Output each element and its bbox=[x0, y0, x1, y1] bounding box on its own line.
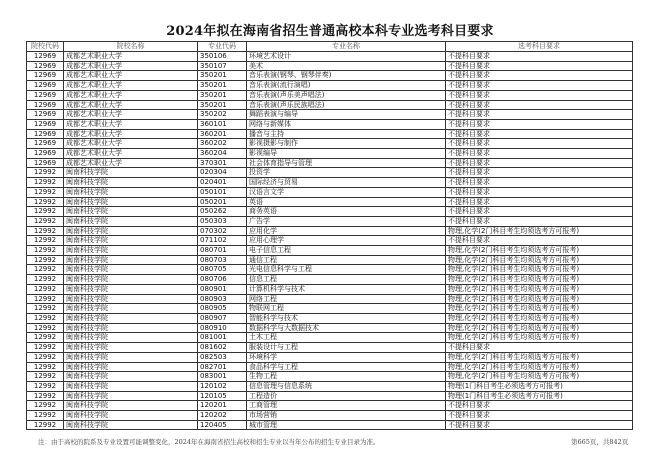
cell-subject-requirement: 不提科目要求 bbox=[446, 71, 633, 81]
cell-school-name: 闽南科技学院 bbox=[64, 226, 198, 236]
cell-school-name: 成都艺术职业大学 bbox=[64, 90, 198, 100]
cell-major-code: 120405 bbox=[198, 420, 247, 430]
cell-school-code: 12992 bbox=[27, 420, 64, 430]
cell-school-code: 12969 bbox=[27, 158, 64, 168]
cell-major-code: 080903 bbox=[198, 294, 247, 304]
cell-major-code: 070302 bbox=[198, 226, 247, 236]
cell-major-code: 350201 bbox=[198, 81, 247, 91]
cell-school-name: 成都艺术职业大学 bbox=[64, 158, 198, 168]
cell-major-code: 020401 bbox=[198, 178, 247, 188]
cell-subject-requirement: 物理(1门科目考生必须选考方可报考) bbox=[446, 381, 633, 391]
cell-subject-requirement: 物理(1门科目考生必须选考方可报考) bbox=[446, 391, 633, 401]
cell-school-code: 12992 bbox=[27, 197, 64, 207]
cell-major-code: 080907 bbox=[198, 313, 247, 323]
cell-subject-requirement: 物理,化学(2门科目考生均须选考方可报考) bbox=[446, 246, 633, 256]
cell-school-code: 12992 bbox=[27, 168, 64, 178]
cell-subject-requirement: 不提科目要求 bbox=[446, 420, 633, 430]
cell-school-name: 成都艺术职业大学 bbox=[64, 100, 198, 110]
cell-subject-requirement: 不提科目要求 bbox=[446, 168, 633, 178]
cell-school-name: 闽南科技学院 bbox=[64, 168, 198, 178]
cell-major-code: 080905 bbox=[198, 304, 247, 314]
table-row bbox=[27, 362, 633, 372]
cell-subject-requirement: 不提科目要求 bbox=[446, 216, 633, 226]
cell-major-name: 应用化学 bbox=[247, 226, 446, 236]
cell-school-name: 成都艺术职业大学 bbox=[64, 61, 198, 71]
page-number: 第665页，共842页 bbox=[571, 438, 629, 446]
cell-subject-requirement: 不提科目要求 bbox=[446, 149, 633, 159]
cell-school-name: 闽南科技学院 bbox=[64, 343, 198, 353]
cell-subject-requirement: 物理,化学(2门科目考生均须选考方可报考) bbox=[446, 362, 633, 372]
cell-school-code: 12992 bbox=[27, 343, 64, 353]
cell-school-code: 12992 bbox=[27, 333, 64, 343]
cell-major-code: 360101 bbox=[198, 119, 247, 129]
cell-major-code: 080901 bbox=[198, 284, 247, 294]
cell-major-code: 350106 bbox=[198, 52, 247, 62]
cell-major-name: 国际经济与贸易 bbox=[247, 178, 446, 188]
cell-school-code: 12992 bbox=[27, 411, 64, 421]
table-row bbox=[27, 236, 633, 246]
cell-school-name: 闽南科技学院 bbox=[64, 178, 198, 188]
cell-major-name: 汉语言文学 bbox=[247, 187, 446, 197]
cell-school-name: 闽南科技学院 bbox=[64, 236, 198, 246]
cell-subject-requirement: 不提科目要求 bbox=[446, 236, 633, 246]
cell-major-name: 音乐表演(声乐美声唱法) bbox=[247, 90, 446, 100]
table-row bbox=[27, 119, 633, 129]
cell-major-name: 环境艺术设计 bbox=[247, 52, 446, 62]
cell-major-name: 服装设计与工程 bbox=[247, 343, 446, 353]
table-row bbox=[27, 401, 633, 411]
table-row bbox=[27, 304, 633, 314]
cell-major-code: 120105 bbox=[198, 391, 247, 401]
cell-major-code: 081001 bbox=[198, 333, 247, 343]
cell-major-code: 080705 bbox=[198, 265, 247, 275]
cell-major-code: 050201 bbox=[198, 197, 247, 207]
cell-school-name: 成都艺术职业大学 bbox=[64, 139, 198, 149]
cell-major-name: 网络与新媒体 bbox=[247, 119, 446, 129]
cell-school-code: 12969 bbox=[27, 81, 64, 91]
table-row bbox=[27, 313, 633, 323]
cell-school-name: 闽南科技学院 bbox=[64, 304, 198, 314]
cell-major-code: 080706 bbox=[198, 275, 247, 285]
cell-school-name: 闽南科技学院 bbox=[64, 352, 198, 362]
cell-school-code: 12992 bbox=[27, 304, 64, 314]
cell-major-name: 环境科学 bbox=[247, 352, 446, 362]
cell-subject-requirement: 不提科目要求 bbox=[446, 178, 633, 188]
cell-school-name: 成都艺术职业大学 bbox=[64, 119, 198, 129]
cell-school-name: 闽南科技学院 bbox=[64, 362, 198, 372]
cell-major-code: 120202 bbox=[198, 411, 247, 421]
cell-major-code: 120201 bbox=[198, 401, 247, 411]
cell-major-name: 市场营销 bbox=[247, 411, 446, 421]
cell-subject-requirement: 不提科目要求 bbox=[446, 119, 633, 129]
table-row bbox=[27, 158, 633, 168]
header-major-name: 专业名称 bbox=[247, 42, 446, 52]
cell-major-code: 360201 bbox=[198, 129, 247, 139]
cell-school-code: 12992 bbox=[27, 255, 64, 265]
cell-major-name: 商务英语 bbox=[247, 207, 446, 217]
cell-major-name: 社会体育指导与管理 bbox=[247, 158, 446, 168]
cell-major-name: 智能科学与技术 bbox=[247, 313, 446, 323]
cell-major-name: 应用心理学 bbox=[247, 236, 446, 246]
cell-school-name: 成都艺术职业大学 bbox=[64, 81, 198, 91]
cell-school-name: 闽南科技学院 bbox=[64, 197, 198, 207]
table-row bbox=[27, 149, 633, 159]
cell-subject-requirement: 不提科目要求 bbox=[446, 158, 633, 168]
cell-school-code: 12992 bbox=[27, 323, 64, 333]
cell-major-name: 信息管理与信息系统 bbox=[247, 381, 446, 391]
cell-major-name: 影视摄影与制作 bbox=[247, 139, 446, 149]
cell-subject-requirement: 不提科目要求 bbox=[446, 343, 633, 353]
cell-subject-requirement: 不提科目要求 bbox=[446, 139, 633, 149]
cell-major-code: 360204 bbox=[198, 149, 247, 159]
table-row bbox=[27, 71, 633, 81]
cell-major-name: 广告学 bbox=[247, 216, 446, 226]
cell-major-name: 英语 bbox=[247, 197, 446, 207]
cell-major-name: 音乐表演(钢琴、钢琴伴奏) bbox=[247, 71, 446, 81]
cell-school-code: 12969 bbox=[27, 61, 64, 71]
cell-major-name: 投资学 bbox=[247, 168, 446, 178]
cell-school-code: 12992 bbox=[27, 246, 64, 256]
cell-major-code: 082503 bbox=[198, 352, 247, 362]
cell-school-code: 12992 bbox=[27, 372, 64, 382]
cell-major-name: 美术 bbox=[247, 61, 446, 71]
cell-major-code: 083001 bbox=[198, 372, 247, 382]
cell-school-name: 闽南科技学院 bbox=[64, 284, 198, 294]
cell-school-name: 闽南科技学院 bbox=[64, 313, 198, 323]
cell-subject-requirement: 不提科目要求 bbox=[446, 100, 633, 110]
cell-major-code: 082701 bbox=[198, 362, 247, 372]
cell-major-name: 通信工程 bbox=[247, 255, 446, 265]
cell-subject-requirement: 不提科目要求 bbox=[446, 207, 633, 217]
cell-subject-requirement: 物理,化学(2门科目考生均须选考方可报考) bbox=[446, 275, 633, 285]
cell-school-name: 闽南科技学院 bbox=[64, 275, 198, 285]
cell-school-name: 闽南科技学院 bbox=[64, 294, 198, 304]
cell-school-code: 12992 bbox=[27, 362, 64, 372]
cell-major-name: 舞蹈表演与编导 bbox=[247, 110, 446, 120]
table-row bbox=[27, 187, 633, 197]
cell-major-code: 350107 bbox=[198, 61, 247, 71]
table-row bbox=[27, 343, 633, 353]
table-row bbox=[27, 323, 633, 333]
cell-school-code: 12992 bbox=[27, 178, 64, 188]
cell-subject-requirement: 物理,化学(2门科目考生均须选考方可报考) bbox=[446, 265, 633, 275]
cell-major-name: 土木工程 bbox=[247, 333, 446, 343]
cell-school-code: 12992 bbox=[27, 216, 64, 226]
table-row bbox=[27, 61, 633, 71]
cell-subject-requirement: 物理,化学(2门科目考生均须选考方可报考) bbox=[446, 352, 633, 362]
cell-school-name: 成都艺术职业大学 bbox=[64, 110, 198, 120]
cell-school-name: 成都艺术职业大学 bbox=[64, 129, 198, 139]
header-school-name: 院校名称 bbox=[64, 42, 198, 52]
cell-school-code: 12992 bbox=[27, 265, 64, 275]
cell-school-code: 12969 bbox=[27, 149, 64, 159]
cell-major-code: 120102 bbox=[198, 381, 247, 391]
cell-subject-requirement: 物理,化学(2门科目考生均须选考方可报考) bbox=[446, 294, 633, 304]
table-row bbox=[27, 255, 633, 265]
cell-school-code: 12992 bbox=[27, 294, 64, 304]
cell-school-name: 闽南科技学院 bbox=[64, 265, 198, 275]
cell-major-name: 工程造价 bbox=[247, 391, 446, 401]
cell-major-code: 350201 bbox=[198, 71, 247, 81]
cell-school-name: 闽南科技学院 bbox=[64, 411, 198, 421]
cell-subject-requirement: 不提科目要求 bbox=[446, 81, 633, 91]
cell-subject-requirement: 物理,化学(2门科目考生均须选考方可报考) bbox=[446, 304, 633, 314]
cell-major-name: 物联网工程 bbox=[247, 304, 446, 314]
cell-school-code: 12992 bbox=[27, 352, 64, 362]
cell-subject-requirement: 不提科目要求 bbox=[446, 401, 633, 411]
table-row bbox=[27, 207, 633, 217]
cell-school-code: 12969 bbox=[27, 119, 64, 129]
cell-school-name: 闽南科技学院 bbox=[64, 420, 198, 430]
cell-major-name: 计算机科学与技术 bbox=[247, 284, 446, 294]
cell-school-code: 12969 bbox=[27, 71, 64, 81]
table-row bbox=[27, 275, 633, 285]
table-row bbox=[27, 411, 633, 421]
cell-major-code: 350201 bbox=[198, 90, 247, 100]
cell-major-code: 080910 bbox=[198, 323, 247, 333]
header-school-code: 院校代码 bbox=[27, 42, 64, 52]
table-row bbox=[27, 391, 633, 401]
table-body bbox=[27, 52, 633, 430]
table-row bbox=[27, 197, 633, 207]
cell-school-name: 成都艺术职业大学 bbox=[64, 149, 198, 159]
cell-subject-requirement: 不提科目要求 bbox=[446, 52, 633, 62]
table-row bbox=[27, 90, 633, 100]
cell-school-name: 闽南科技学院 bbox=[64, 333, 198, 343]
cell-major-name: 影视编导 bbox=[247, 149, 446, 159]
page-title: 2024年拟在海南省招生普通高校本科专业选考科目要求 bbox=[166, 24, 494, 39]
cell-school-code: 12969 bbox=[27, 100, 64, 110]
cell-major-code: 050101 bbox=[198, 187, 247, 197]
header-major-code: 专业代码 bbox=[198, 42, 247, 52]
cell-school-code: 12992 bbox=[27, 226, 64, 236]
table-header-row bbox=[27, 42, 633, 52]
cell-school-code: 12992 bbox=[27, 401, 64, 411]
cell-subject-requirement: 不提科目要求 bbox=[446, 110, 633, 120]
cell-major-code: 050303 bbox=[198, 216, 247, 226]
table-row bbox=[27, 284, 633, 294]
footer-note: 注：由于高校的院系及专业设置可能调整变化，2024年在海南省招生高校和招生专业以当年公布的招生专业目录为准。 bbox=[38, 438, 380, 446]
cell-major-name: 光电信息科学与工程 bbox=[247, 265, 446, 275]
cell-school-name: 闽南科技学院 bbox=[64, 255, 198, 265]
cell-school-code: 12969 bbox=[27, 129, 64, 139]
table-row bbox=[27, 52, 633, 62]
requirements-table bbox=[26, 41, 633, 430]
cell-subject-requirement: 物理,化学(2门科目考生均须选考方可报考) bbox=[446, 226, 633, 236]
cell-school-code: 12992 bbox=[27, 275, 64, 285]
table-row bbox=[27, 129, 633, 139]
cell-major-name: 音乐表演(声乐民族唱法) bbox=[247, 100, 446, 110]
cell-major-code: 350201 bbox=[198, 100, 247, 110]
cell-subject-requirement: 不提科目要求 bbox=[446, 90, 633, 100]
cell-school-code: 12992 bbox=[27, 236, 64, 246]
table-row bbox=[27, 216, 633, 226]
cell-subject-requirement: 物理,化学(2门科目考生均须选考方可报考) bbox=[446, 313, 633, 323]
cell-subject-requirement: 物理,化学(2门科目考生均须选考方可报考) bbox=[446, 372, 633, 382]
cell-subject-requirement: 不提科目要求 bbox=[446, 129, 633, 139]
table-row bbox=[27, 110, 633, 120]
cell-major-code: 360202 bbox=[198, 139, 247, 149]
cell-school-name: 闽南科技学院 bbox=[64, 207, 198, 217]
cell-major-code: 370301 bbox=[198, 158, 247, 168]
table-row bbox=[27, 178, 633, 188]
table-row bbox=[27, 352, 633, 362]
cell-school-name: 闽南科技学院 bbox=[64, 381, 198, 391]
cell-major-name: 音乐表演(流行演唱) bbox=[247, 81, 446, 91]
cell-major-code: 081602 bbox=[198, 343, 247, 353]
cell-school-code: 12992 bbox=[27, 381, 64, 391]
table-row bbox=[27, 168, 633, 178]
cell-major-name: 数据科学与大数据技术 bbox=[247, 323, 446, 333]
cell-major-name: 网络工程 bbox=[247, 294, 446, 304]
cell-school-code: 12992 bbox=[27, 187, 64, 197]
cell-major-name: 信息工程 bbox=[247, 275, 446, 285]
cell-subject-requirement: 物理,化学(2门科目考生均须选考方可报考) bbox=[446, 284, 633, 294]
cell-school-code: 12969 bbox=[27, 139, 64, 149]
cell-school-name: 闽南科技学院 bbox=[64, 401, 198, 411]
cell-subject-requirement: 不提科目要求 bbox=[446, 61, 633, 71]
cell-major-code: 350202 bbox=[198, 110, 247, 120]
cell-school-name: 闽南科技学院 bbox=[64, 372, 198, 382]
cell-subject-requirement: 物理,化学(2门科目考生均须选考方可报考) bbox=[446, 333, 633, 343]
cell-school-code: 12969 bbox=[27, 110, 64, 120]
cell-school-code: 12969 bbox=[27, 90, 64, 100]
cell-major-code: 080701 bbox=[198, 246, 247, 256]
table-row bbox=[27, 139, 633, 149]
cell-major-code: 071102 bbox=[198, 236, 247, 246]
cell-school-name: 闽南科技学院 bbox=[64, 187, 198, 197]
cell-major-name: 食品科学与工程 bbox=[247, 362, 446, 372]
cell-school-name: 闽南科技学院 bbox=[64, 246, 198, 256]
cell-subject-requirement: 不提科目要求 bbox=[446, 187, 633, 197]
cell-subject-requirement: 物理,化学(2门科目考生均须选考方可报考) bbox=[446, 323, 633, 333]
header-subject-requirement: 选考科目要求 bbox=[446, 42, 633, 52]
table-row bbox=[27, 226, 633, 236]
cell-school-code: 12992 bbox=[27, 391, 64, 401]
cell-major-code: 020304 bbox=[198, 168, 247, 178]
table-row bbox=[27, 420, 633, 430]
cell-school-name: 闽南科技学院 bbox=[64, 216, 198, 226]
cell-major-name: 播音与主持 bbox=[247, 129, 446, 139]
cell-school-code: 12992 bbox=[27, 313, 64, 323]
table-row bbox=[27, 381, 633, 391]
table-row bbox=[27, 246, 633, 256]
cell-school-code: 12992 bbox=[27, 207, 64, 217]
table-row bbox=[27, 81, 633, 91]
table-row bbox=[27, 100, 633, 110]
cell-school-name: 闽南科技学院 bbox=[64, 323, 198, 333]
cell-subject-requirement: 不提科目要求 bbox=[446, 197, 633, 207]
table-row bbox=[27, 294, 633, 304]
cell-major-code: 050262 bbox=[198, 207, 247, 217]
cell-subject-requirement: 不提科目要求 bbox=[446, 411, 633, 421]
cell-major-name: 工商管理 bbox=[247, 401, 446, 411]
cell-school-name: 成都艺术职业大学 bbox=[64, 52, 198, 62]
cell-school-code: 12992 bbox=[27, 284, 64, 294]
cell-major-name: 电子信息工程 bbox=[247, 246, 446, 256]
cell-school-name: 闽南科技学院 bbox=[64, 391, 198, 401]
cell-school-name: 成都艺术职业大学 bbox=[64, 71, 198, 81]
table-row bbox=[27, 265, 633, 275]
table-row bbox=[27, 372, 633, 382]
cell-major-name: 城市管理 bbox=[247, 420, 446, 430]
cell-subject-requirement: 物理,化学(2门科目考生均须选考方可报考) bbox=[446, 255, 633, 265]
cell-school-code: 12969 bbox=[27, 52, 64, 62]
cell-major-code: 080703 bbox=[198, 255, 247, 265]
table-row bbox=[27, 333, 633, 343]
cell-major-name: 生物工程 bbox=[247, 372, 446, 382]
